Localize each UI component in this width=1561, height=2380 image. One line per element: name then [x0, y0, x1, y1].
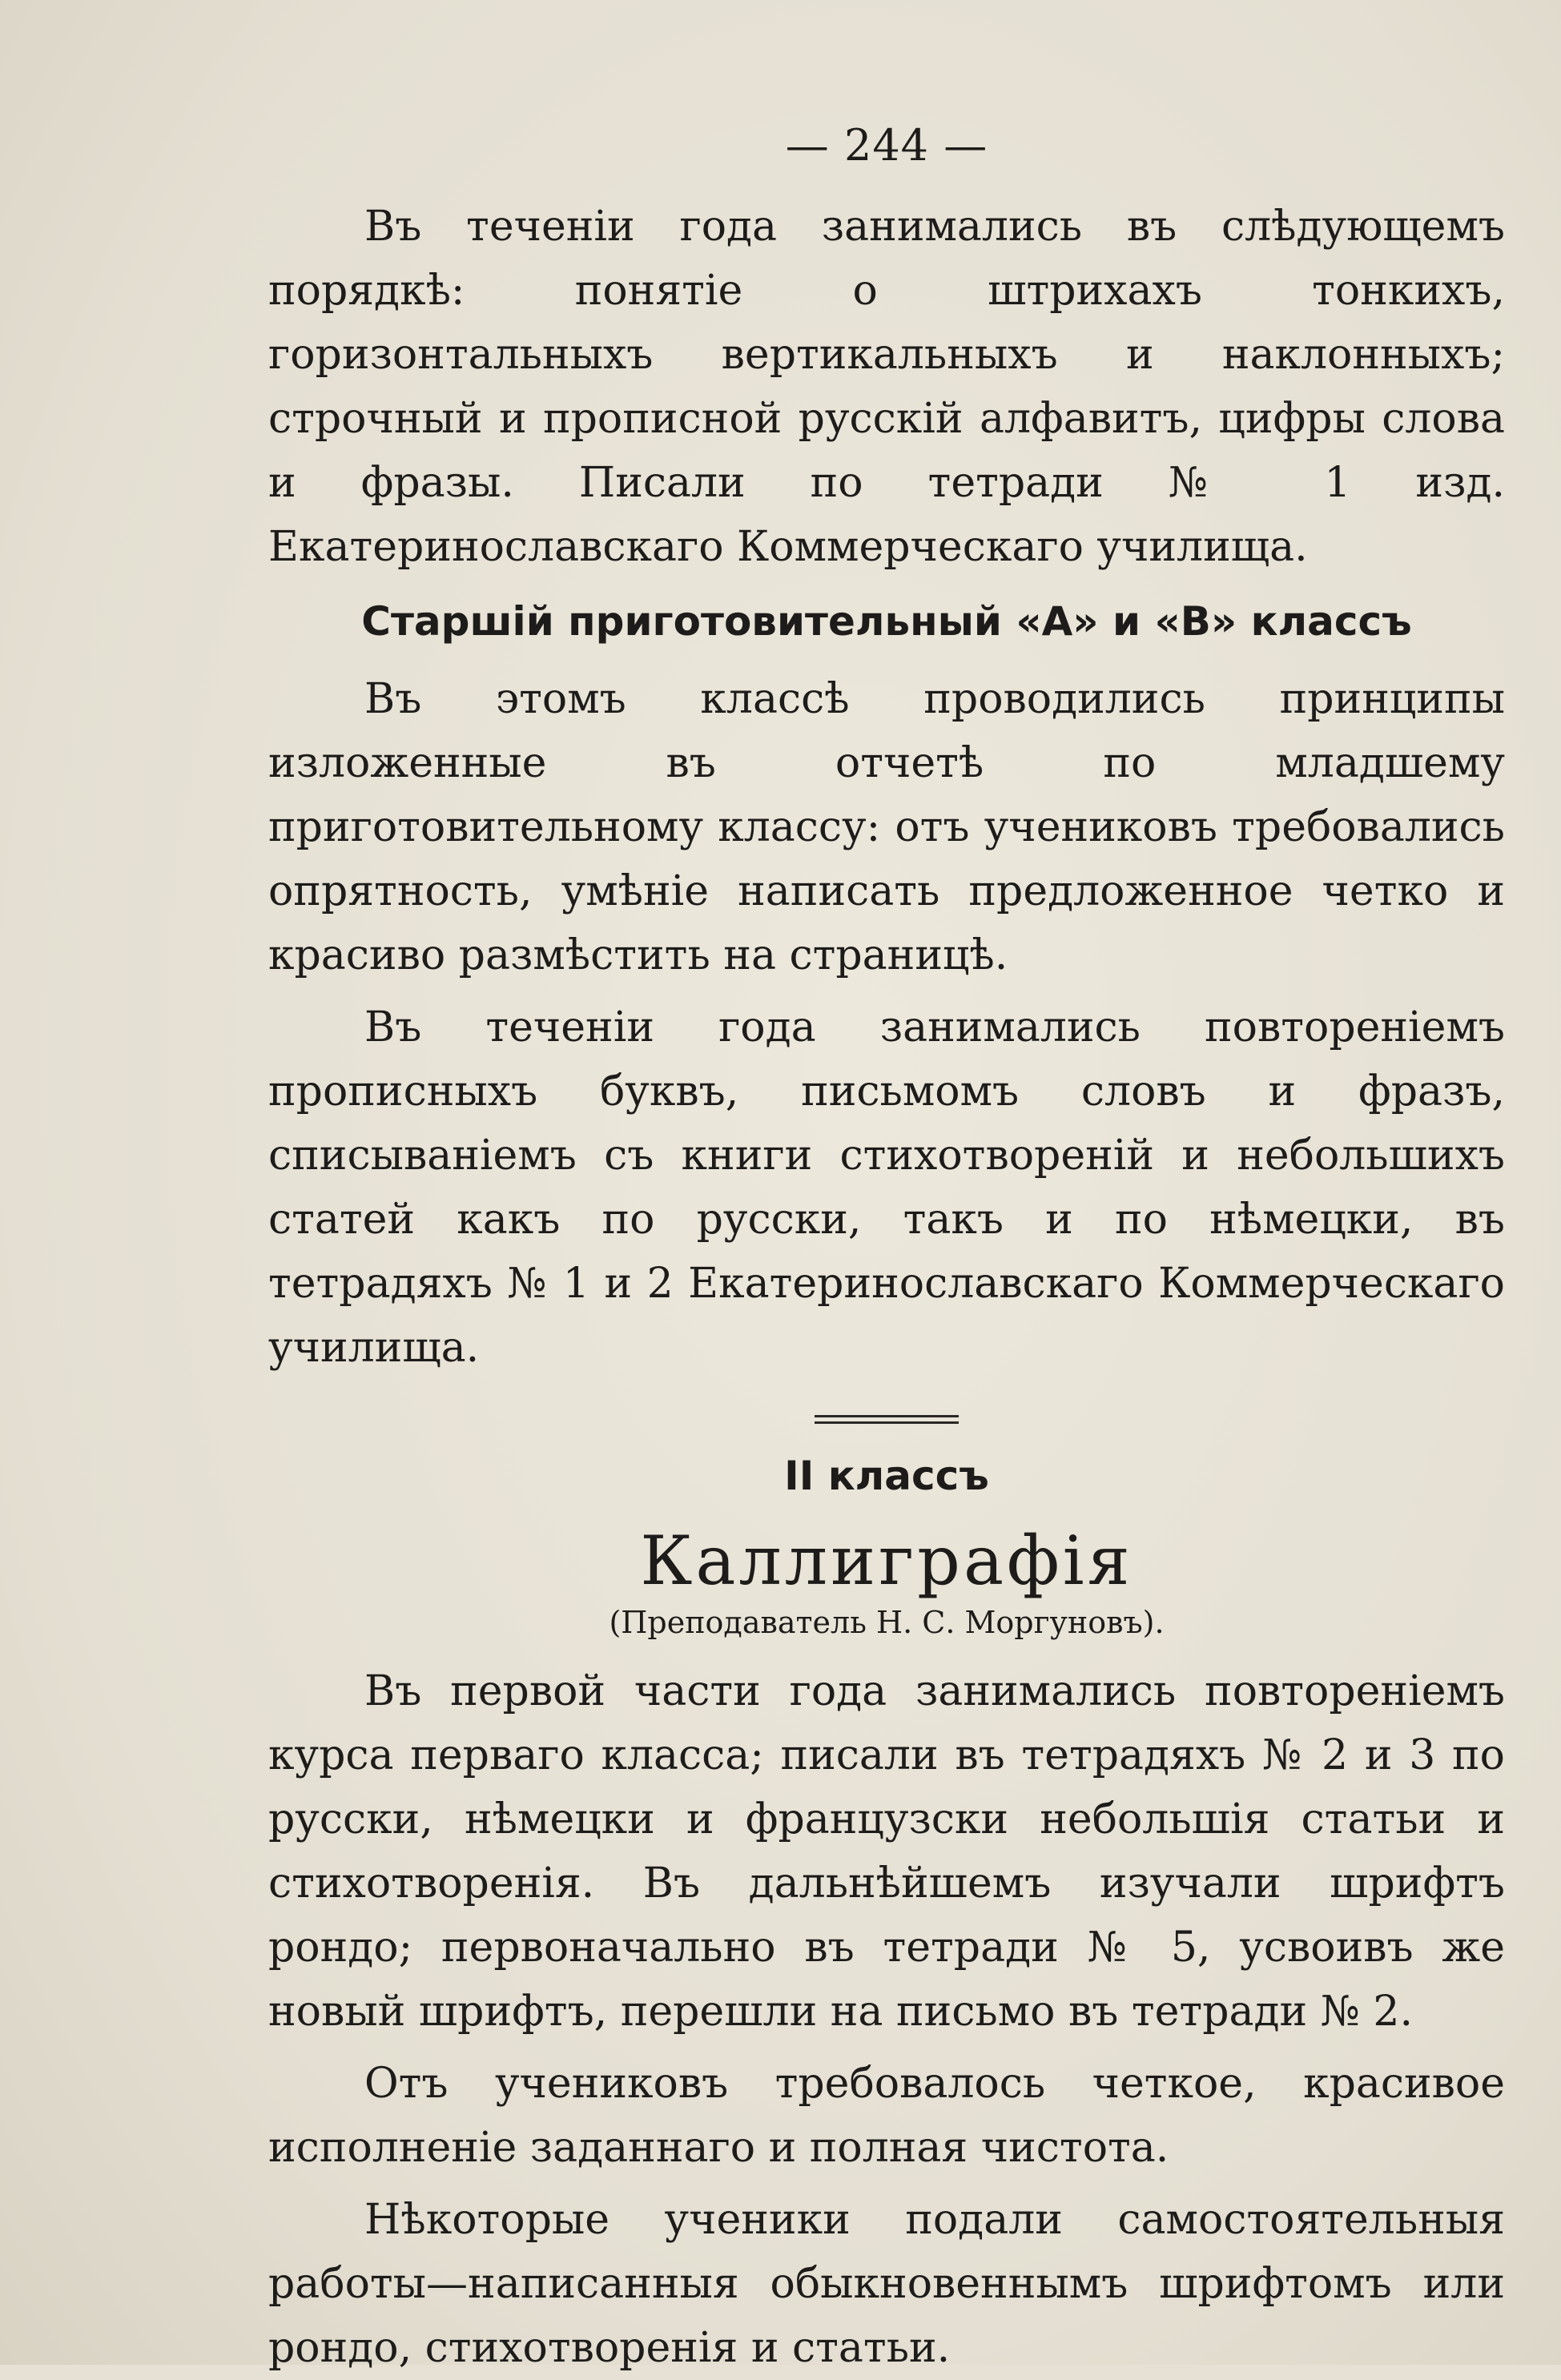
section-divider — [815, 1415, 959, 1424]
paragraph-1: Въ теченіи года занимались въ слѣдующемъ порядкѣ: понятіе о штрихахъ тонкихъ, горизонтальныхъ вертикальныхъ и наклонныхъ; строчный и прописной русскій алфавитъ, цифры слова и фразы. Писали по тетради № 1 изд. Екатеринославскаго Коммерческаго училища. — [268, 203, 1505, 571]
paragraph-3: Въ теченіи года занимались повтореніемъ прописныхъ буквъ, письмомъ словъ и фразъ, списываніемъ съ книги стихотвореній и небольшихъ статей какъ по русски, такъ и по нѣмецки, въ тетрадяхъ № 1 и 2 Екатеринославскаго Коммерческаго училища. — [268, 1003, 1505, 1372]
teacher-line: (Преподаватель Н. С. Моргуновъ). — [609, 1605, 1165, 1640]
paragraph-5: Отъ учениковъ требовалось четкое, красивое исполненіе заданнаго и полная чистота. — [268, 2060, 1505, 2172]
paragraph-6: Нѣкоторые ученики подали самостоятельныя работы—написанныя обыкновеннымъ шрифтомъ или рондо, стихотворенія и статьи. — [268, 2196, 1505, 2372]
page-number: — 244 — — [785, 120, 988, 171]
section-heading-class-2: II классъ — [784, 1453, 989, 1499]
paragraph-4: Въ первой части года занимались повтореніемъ курса перваго класса; писали въ тетрадяхъ № 2 и 3 по русски, нѣмецки и французски небольшія статьи и стихотворенія. Въ дальнѣйшемъ изучали шрифтъ рондо; первоначально въ тетради № 5, усвоивъ же новый шрифтъ, перешли на письмо въ тетради № 2. — [268, 1667, 1505, 2036]
paragraph-2: Въ этомъ классѣ проводились принципы изложенные въ отчетѣ по младшему приготовительному классу: отъ учениковъ требовались опрятность, умѣніе написать предложенное четко и красиво размѣстить на страницѣ. — [268, 675, 1505, 979]
subject-title: Каллиграфія — [640, 1522, 1133, 1600]
section-heading-preparatory: Старшій приготовительный «А» и «В» классъ — [361, 598, 1412, 645]
